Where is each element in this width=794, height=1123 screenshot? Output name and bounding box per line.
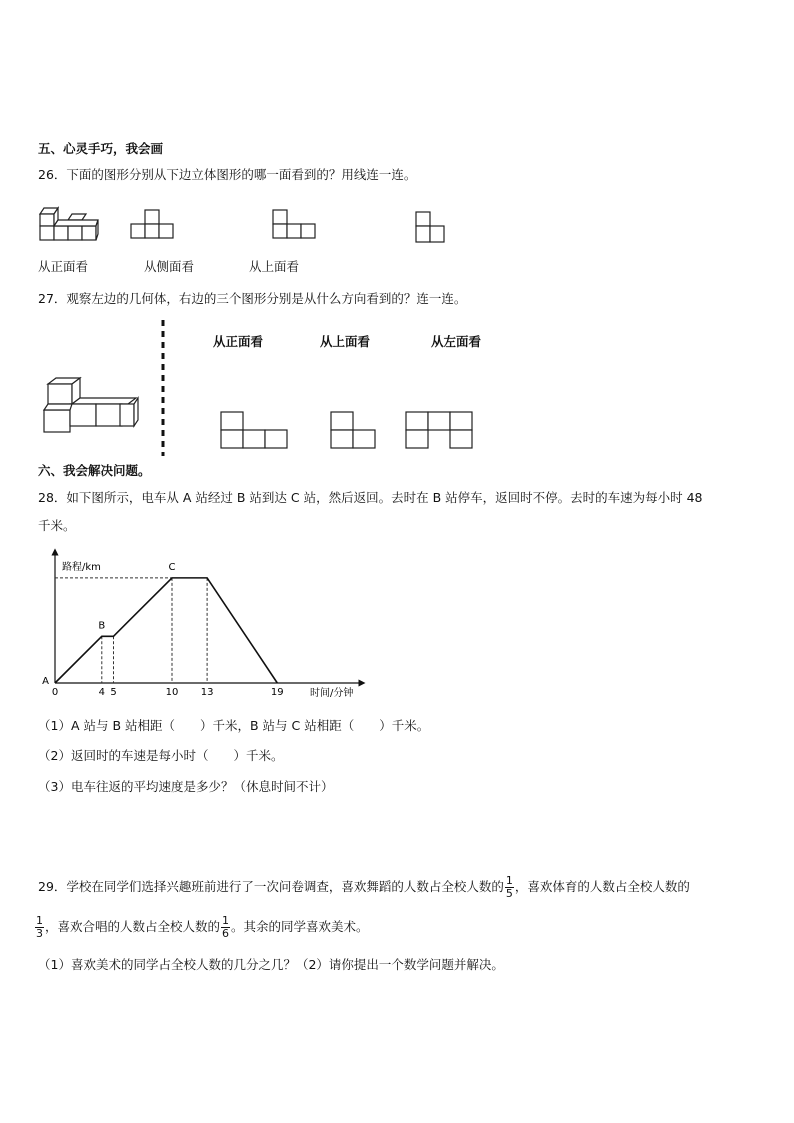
frac-choir-num: 1: [222, 914, 230, 927]
q27-solid-figure: [44, 374, 144, 436]
q26-label-top: 从上面看: [249, 259, 300, 274]
q26-solid-figure: [40, 204, 100, 244]
q29-text-2b: 。其余的同学喜欢美术。: [231, 919, 369, 934]
x-tick-label-5: 19: [270, 687, 284, 698]
q27-view-label-left: 从左面看: [431, 334, 482, 349]
x-tick-label-3: 10: [165, 687, 179, 698]
q28-sub1: （1）A 站与 B 站相距（ ）千米，B 站与 C 站相距（ ）千米。: [38, 718, 430, 733]
q26-view-a: [131, 208, 176, 240]
frac-sport-den: 3: [36, 927, 43, 940]
q28-sub3: （3）电车往返的平均速度是多少？（休息时间不计）: [38, 779, 334, 794]
q26-label-side: 从侧面看: [144, 259, 195, 274]
section-heading-6: 六、我会解决问题。: [38, 463, 151, 478]
point-label-C: C: [168, 561, 176, 573]
q27-view-label-top: 从上面看: [320, 334, 371, 349]
fraction-one-third: [35, 915, 44, 940]
question-28-prompt-line2: 千米。: [38, 518, 76, 533]
frac-choir-den: 6: [222, 927, 230, 940]
frac-dance-den: 5: [505, 887, 513, 900]
q27-view-shape-1: [220, 411, 290, 451]
q28-sub2: （2）返回时的车速是每小时（ ）千米。: [38, 748, 284, 763]
q29-text-2a: ，喜欢合唱的人数占全校人数的: [45, 919, 221, 934]
distance-series-line: [55, 578, 277, 683]
section-heading-5: 五、心灵手巧，我会画: [38, 141, 164, 156]
x-tick-label-4: 13: [200, 687, 214, 698]
question-26-prompt: 26．下面的图形分别从下边立体图形的哪一面看到的？用线连一连。: [38, 167, 417, 182]
frac-sport-num: 1: [36, 914, 43, 927]
q27-view-label-front: 从正面看: [213, 334, 264, 349]
y-axis-label: 路程/km: [62, 562, 101, 573]
question-29-line2: [34, 912, 369, 942]
distance-time-chart: [40, 550, 370, 700]
q26-view-c: [416, 210, 448, 246]
point-label-A: A: [42, 676, 49, 687]
fraction-one-sixth: [221, 915, 230, 940]
q27-view-shape-3: [405, 411, 475, 451]
question-28-prompt-line1: 28．如下图所示，电车从 A 站经过 B 站到达 C 站，然后返回。去时在 B 站停车，返回时不停。去时的车速为每小时 48: [38, 490, 703, 505]
q29-text-1b: ，喜欢体育的人数占全校人数的: [514, 879, 690, 894]
q27-divider: [160, 320, 166, 456]
x-tick-label-1: 4: [98, 687, 105, 698]
fraction-one-fifth: [505, 875, 514, 900]
x-tick-label-2: 5: [110, 687, 117, 698]
x-tick-label-0: 0: [51, 687, 59, 698]
x-axis-label: 时间/分钟: [310, 688, 354, 699]
q27-view-shape-2: [330, 411, 378, 451]
frac-dance-num: 1: [505, 874, 513, 887]
q26-label-front: 从正面看: [38, 259, 89, 274]
question-29-line1: [38, 872, 690, 902]
q26-view-b: [273, 208, 318, 240]
q29-sub: （1）喜欢美术的同学占全校人数的几分之几？（2）请你提出一个数学问题并解决。: [38, 957, 504, 972]
q29-text-1a: 29．学校在同学们选择兴趣班前进行了一次问卷调查，喜欢舞蹈的人数占全校人数的: [38, 879, 504, 894]
point-label-B: B: [98, 620, 106, 632]
question-27-prompt: 27．观察左边的几何体，右边的三个图形分别是从什么方向看到的？连一连。: [38, 291, 467, 306]
